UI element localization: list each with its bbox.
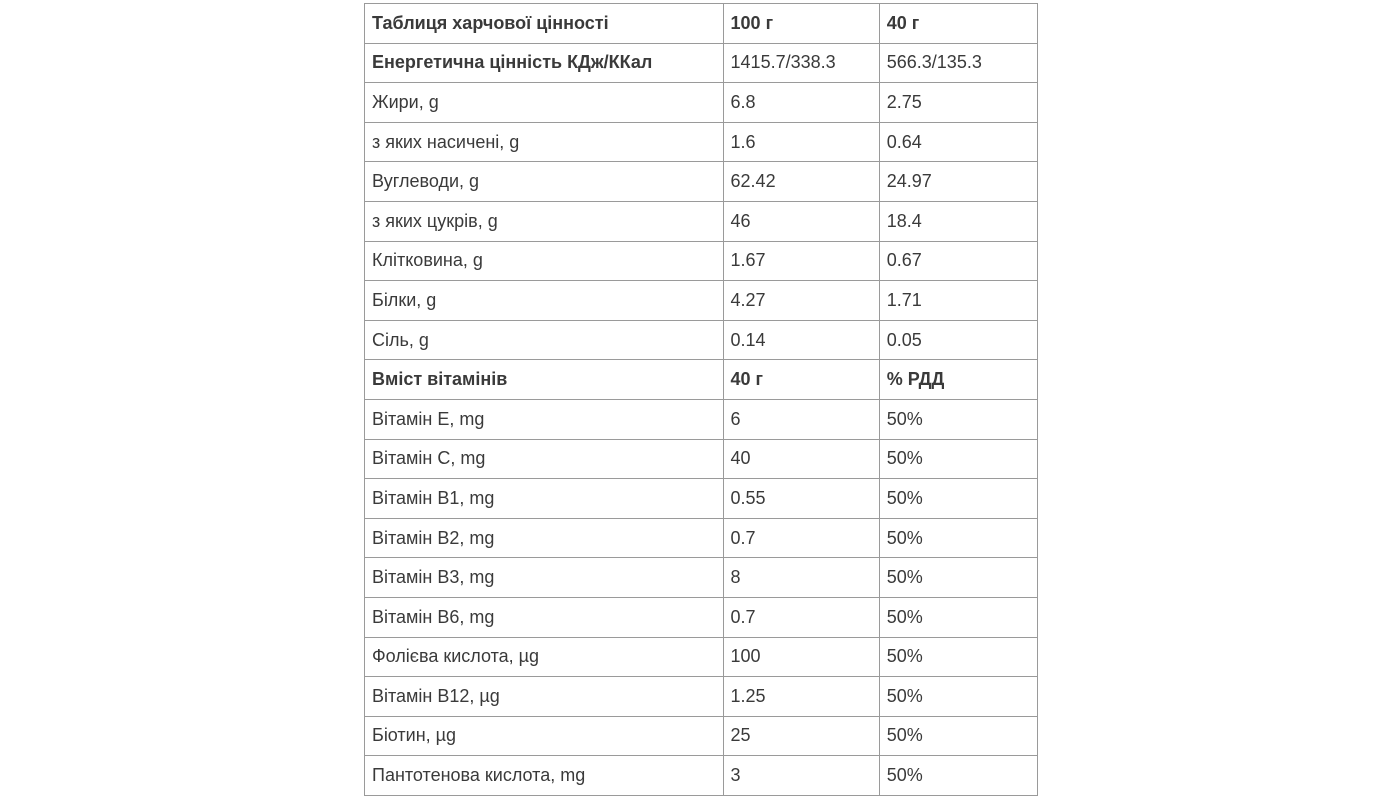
table-row	[365, 83, 1038, 123]
table-row	[365, 439, 1038, 479]
header-title: Таблиця харчової цінності	[365, 4, 724, 44]
vitamin-amount: 8	[723, 558, 879, 598]
vitamin-name: Біотин, µg	[365, 716, 724, 756]
vitamin-amount: 40	[723, 439, 879, 479]
vitamin-rdd: 50%	[879, 439, 1037, 479]
energy-per-100g: 1415.7/338.3	[723, 43, 879, 83]
table-row	[365, 241, 1038, 281]
energy-label: Енергетична цінність КДж/ККал	[365, 43, 724, 83]
nutrient-per-40g: 2.75	[879, 83, 1037, 123]
table-row	[365, 122, 1038, 162]
table-row	[365, 162, 1038, 202]
vitamin-rdd: 50%	[879, 716, 1037, 756]
nutrient-per-40g: 0.67	[879, 241, 1037, 281]
nutrient-name: Вуглеводи, g	[365, 162, 724, 202]
vitamin-rdd: 50%	[879, 479, 1037, 519]
table-row	[365, 716, 1038, 756]
nutrient-per-40g: 0.64	[879, 122, 1037, 162]
vitamin-amount: 0.7	[723, 518, 879, 558]
table-row	[365, 320, 1038, 360]
vitamins-header-title: Вміст вітамінів	[365, 360, 724, 400]
vitamin-name: Вітамін E, mg	[365, 399, 724, 439]
vitamin-rdd: 50%	[879, 399, 1037, 439]
nutrient-per-40g: 1.71	[879, 281, 1037, 321]
nutrient-name: з яких цукрів, g	[365, 201, 724, 241]
nutrient-per-100g: 4.27	[723, 281, 879, 321]
table-row	[365, 479, 1038, 519]
vitamin-amount: 100	[723, 637, 879, 677]
vitamin-name: Вітамін B2, mg	[365, 518, 724, 558]
nutrient-name: Білки, g	[365, 281, 724, 321]
table-row	[365, 637, 1038, 677]
table-row	[365, 558, 1038, 598]
vitamins-header-rdd: % РДД	[879, 360, 1037, 400]
energy-per-40g: 566.3/135.3	[879, 43, 1037, 83]
vitamin-amount: 25	[723, 716, 879, 756]
nutrient-per-100g: 6.8	[723, 83, 879, 123]
table-row	[365, 201, 1038, 241]
table-row	[365, 756, 1038, 796]
vitamin-name: Вітамін B12, µg	[365, 677, 724, 717]
vitamin-name: Вітамін B3, mg	[365, 558, 724, 598]
table-row	[365, 677, 1038, 717]
header-per-40g: 40 г	[879, 4, 1037, 44]
nutrient-per-100g: 1.67	[723, 241, 879, 281]
nutrition-table	[364, 3, 1038, 796]
vitamin-amount: 0.7	[723, 597, 879, 637]
nutrient-per-100g: 46	[723, 201, 879, 241]
table-row	[365, 597, 1038, 637]
nutrient-name: з яких насичені, g	[365, 122, 724, 162]
vitamins-header-amount: 40 г	[723, 360, 879, 400]
header-per-100g: 100 г	[723, 4, 879, 44]
nutrient-per-100g: 0.14	[723, 320, 879, 360]
table-row	[365, 281, 1038, 321]
nutrient-per-100g: 62.42	[723, 162, 879, 202]
vitamin-amount: 1.25	[723, 677, 879, 717]
table-header-row	[365, 4, 1038, 44]
vitamin-amount: 0.55	[723, 479, 879, 519]
vitamin-amount: 6	[723, 399, 879, 439]
vitamins-header-row	[365, 360, 1038, 400]
vitamin-rdd: 50%	[879, 518, 1037, 558]
vitamin-rdd: 50%	[879, 558, 1037, 598]
nutrient-name: Жири, g	[365, 83, 724, 123]
nutrient-name: Клітковина, g	[365, 241, 724, 281]
table-row	[365, 399, 1038, 439]
nutrient-per-40g: 24.97	[879, 162, 1037, 202]
energy-row	[365, 43, 1038, 83]
vitamin-name: Вітамін B1, mg	[365, 479, 724, 519]
vitamin-rdd: 50%	[879, 637, 1037, 677]
nutrient-name: Сіль, g	[365, 320, 724, 360]
vitamin-name: Вітамін B6, mg	[365, 597, 724, 637]
vitamin-name: Вітамін C, mg	[365, 439, 724, 479]
vitamin-rdd: 50%	[879, 597, 1037, 637]
table-row	[365, 518, 1038, 558]
vitamin-rdd: 50%	[879, 756, 1037, 796]
vitamin-amount: 3	[723, 756, 879, 796]
nutrient-per-40g: 0.05	[879, 320, 1037, 360]
vitamin-rdd: 50%	[879, 677, 1037, 717]
nutrient-per-100g: 1.6	[723, 122, 879, 162]
vitamin-name: Фолієва кислота, µg	[365, 637, 724, 677]
vitamin-name: Пантотенова кислота, mg	[365, 756, 724, 796]
nutrient-per-40g: 18.4	[879, 201, 1037, 241]
